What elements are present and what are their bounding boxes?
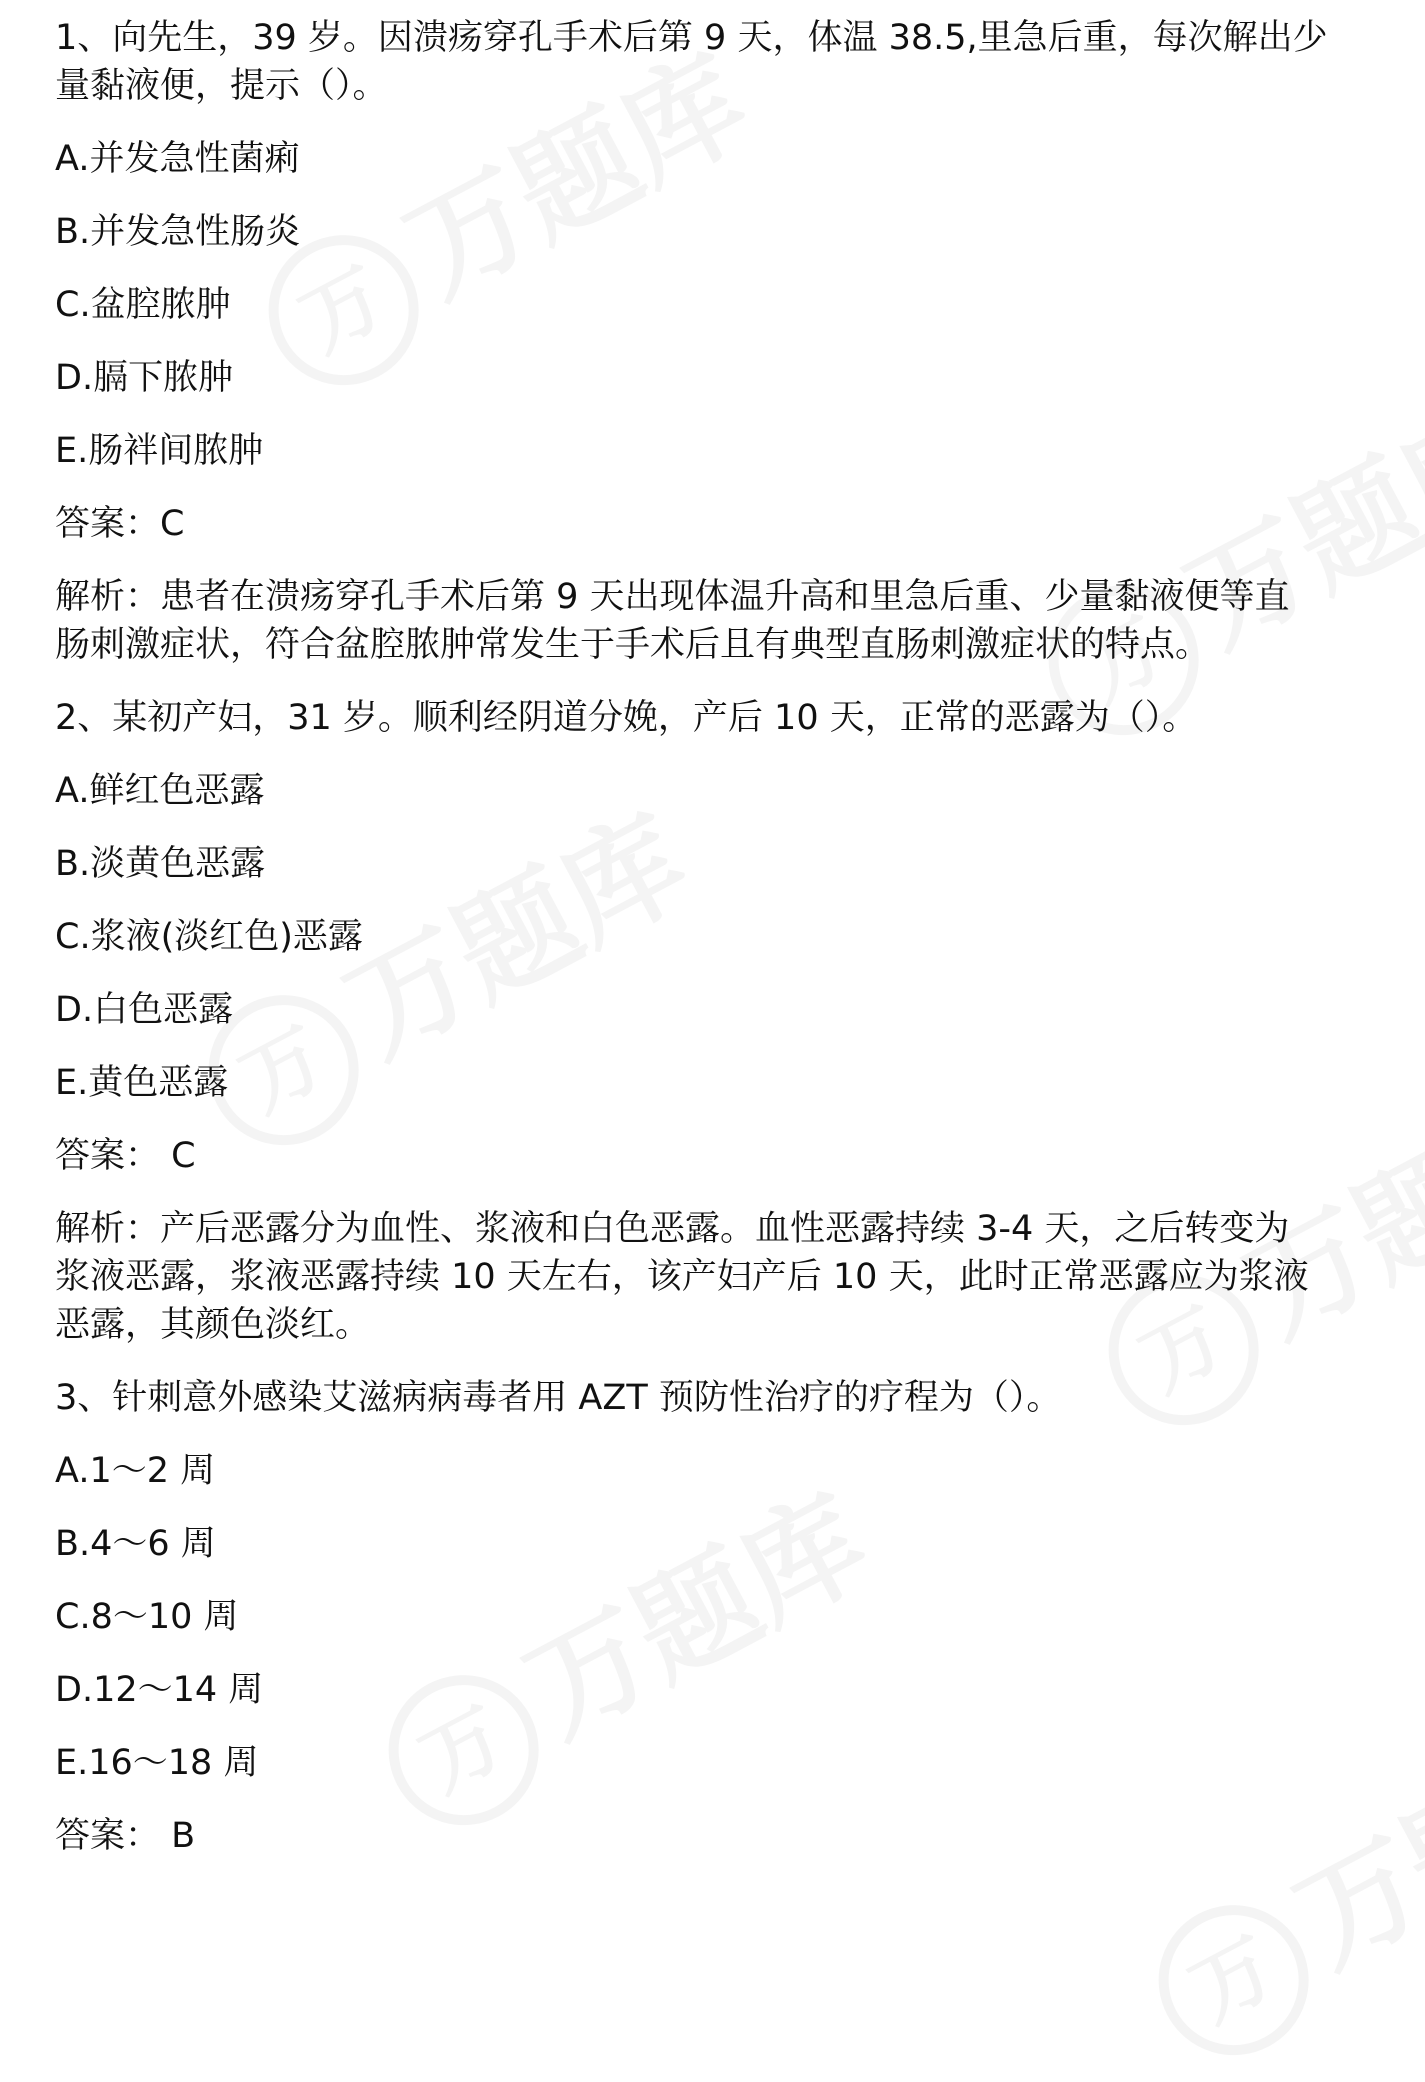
answer: 答案： B xyxy=(55,1816,196,1856)
option-e: E.16～18 周 xyxy=(55,1743,259,1783)
option-c: C.盆腔脓肿 xyxy=(55,285,231,325)
option-b: B.并发急性肠炎 xyxy=(55,212,301,252)
question-2 xyxy=(55,694,1375,1349)
option-c: C.8～10 周 xyxy=(55,1597,239,1637)
analysis-line: 解析：患者在溃疡穿孔手术后第 9 天出现体温升高和里急后重、少量黏液便等直 xyxy=(55,577,1290,617)
option-c: C.浆液(淡红色)恶露 xyxy=(55,917,363,957)
question-stem-line: 3、针刺意外感染艾滋病病毒者用 AZT 预防性治疗的疗程为（）。 xyxy=(55,1378,1062,1418)
question-stem-line: 量黏液便，提示（）。 xyxy=(55,66,388,106)
analysis-line: 浆液恶露，浆液恶露持续 10 天左右，该产妇产后 10 天，此时正常恶露应为浆液 xyxy=(55,1257,1309,1297)
option-e: E.肠袢间脓肿 xyxy=(55,431,264,471)
answer: 答案： C xyxy=(55,1136,196,1176)
question-stem-line: 1、向先生，39 岁。因溃疡穿孔手术后第 9 天，体温 38.5,里急后重，每次解出少 xyxy=(55,18,1328,58)
option-d: D.白色恶露 xyxy=(55,990,234,1030)
option-a: A.1～2 周 xyxy=(55,1451,216,1491)
answer: 答案：C xyxy=(55,504,185,544)
option-b: B.4～6 周 xyxy=(55,1524,216,1564)
analysis-line: 恶露，其颜色淡红。 xyxy=(55,1305,371,1345)
option-b: B.淡黄色恶露 xyxy=(55,844,266,884)
watermark-logo-icon xyxy=(1132,1879,1335,2082)
option-d: D.膈下脓肿 xyxy=(55,358,234,398)
question-stem-line: 2、某初产妇，31 岁。顺利经阴道分娩，产后 10 天，正常的恶露为（）。 xyxy=(55,698,1198,738)
option-e: E.黄色恶露 xyxy=(55,1063,229,1103)
option-d: D.12～14 周 xyxy=(55,1670,264,1710)
option-a: A.并发急性菌痢 xyxy=(55,139,300,179)
option-a: A.鲜红色恶露 xyxy=(55,771,265,811)
document-body xyxy=(55,14,1375,1860)
analysis-line: 肠刺激症状，符合盆腔脓肿常发生于手术后且有典型直肠刺激症状的特点。 xyxy=(55,625,1211,665)
question-1 xyxy=(55,14,1375,669)
question-3 xyxy=(55,1374,1375,1860)
analysis-line: 解析：产后恶露分为血性、浆液和白色恶露。血性恶露持续 3-4 天，之后转变为 xyxy=(55,1209,1290,1249)
